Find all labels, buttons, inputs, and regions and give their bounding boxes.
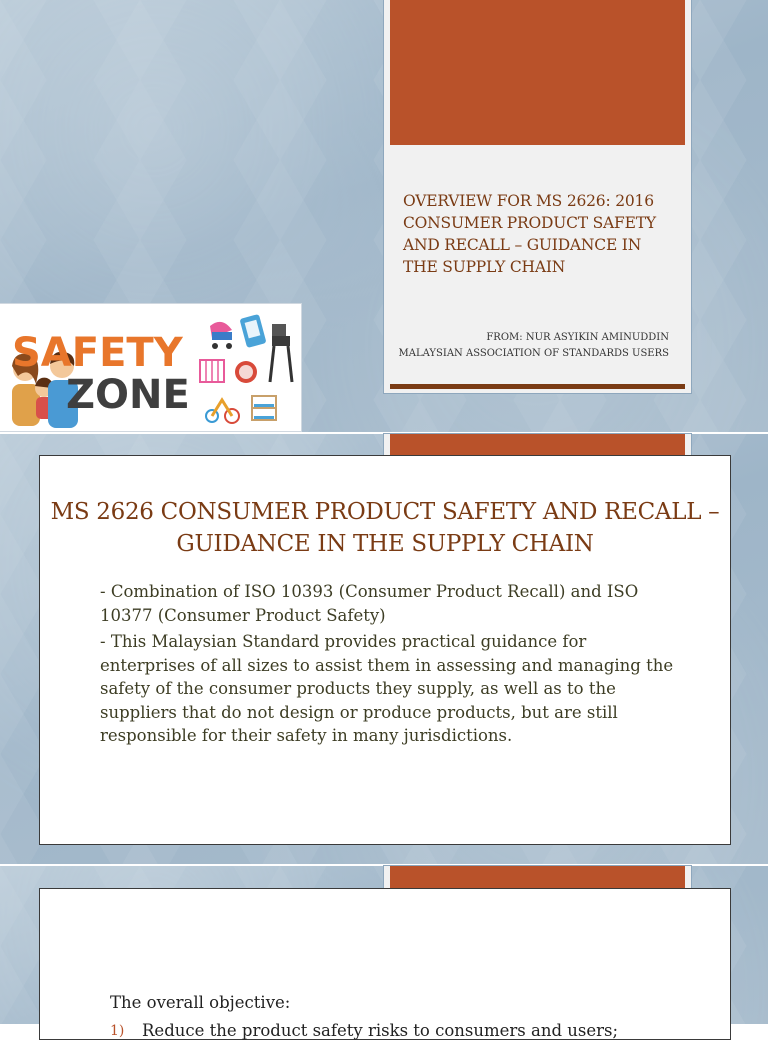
list-number: 1) [110,1023,125,1039]
author-block [379,330,669,362]
safety-zone-illustration [0,304,301,431]
title-card [384,0,691,393]
list-item [110,1017,710,1045]
presentation-title: OVERVIEW FOR MS 2626: 2016 CONSUMER PRODUCT SAFETY AND RECALL – GUIDANCE IN THE SUPPLY CHAIN [403,192,656,276]
crib-icon [200,360,224,382]
slide-body [100,580,680,751]
list-text: Reduce the product safety risks to consumers and users; [142,1021,619,1040]
title-slide [0,0,768,432]
bullet-text: - This Malaysian Standard provides practical guidance for enterprises of all sizes to assist them in assessing and managing the safety of the consumer products they supply, as well as to the suppliers that do not design or produce products, but are still responsible for their safety in many jurisdictions. [100,632,674,745]
author-line: FROM: NUR ASYIKIN AMINUDDIN [486,332,669,343]
bullet-text: - Combination of ISO 10393 (Consumer Product Recall) and ISO 10377 (Consumer Product Safety) [100,582,639,625]
organization-line: MALAYSIAN ASSOCIATION OF STANDARDS USERS [398,348,669,359]
high-chair-icon [270,324,292,382]
zone-word: ZONE [66,372,190,418]
content-slide-objective [0,866,768,1040]
objective-list [110,989,710,1045]
slide-title: MS 2626 CONSUMER PRODUCT SAFETY AND RECALL – GUIDANCE IN THE SUPPLY CHAIN [50,499,720,557]
phone-icon [239,314,266,348]
brown-bar [390,384,685,389]
stroller-icon [210,322,232,349]
content-card [39,455,731,845]
content-slide-overview [0,434,768,864]
safety-word: SAFETY [12,330,183,376]
tricycle-icon [206,400,239,423]
safety-badge-icon [235,361,257,383]
orange-header-block [390,0,685,145]
bunk-bed-icon [252,396,276,420]
objective-intro: The overall objective: [110,993,291,1012]
safety-zone-image [0,304,301,431]
content-card [39,888,731,1040]
